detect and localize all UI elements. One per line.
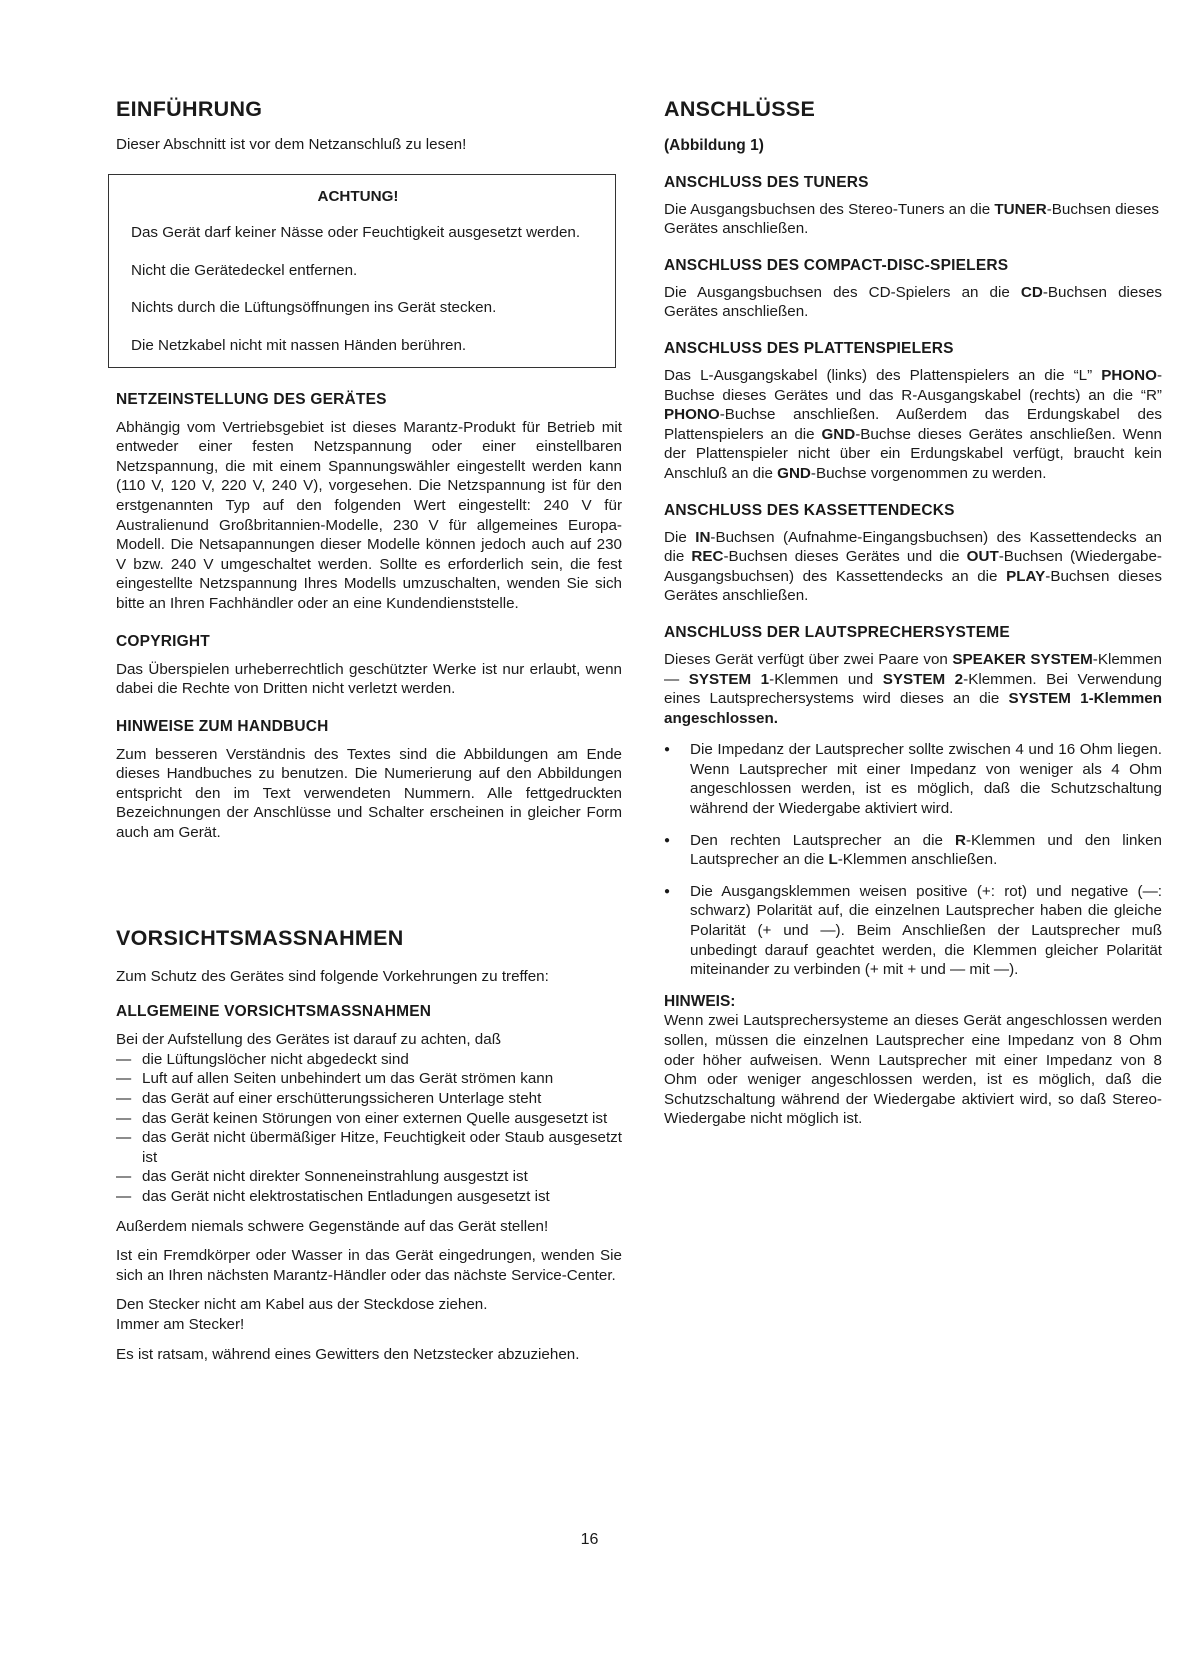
text: -Buchsen (Wiedergabe-Ausgangsbuchsen) des Kassettendecks an die: [664, 548, 1162, 585]
text: -Buchsen dieses Gerätes und die: [723, 548, 967, 566]
warning-item: Die Netzkabel nicht mit nassen Händen berühren.: [131, 336, 467, 354]
text: -Buchse anschließen. Außerdem das Erdungskabel des Plattenspielers an die: [664, 406, 1162, 443]
list-item: [664, 831, 1162, 870]
left-column: [116, 96, 622, 1364]
warning-item: Nicht die Gerätedeckel entfernen.: [131, 261, 358, 279]
text: -Buchse vorgenommen zu werden.: [810, 464, 1047, 482]
label-speaker-system: SPEAKER SYSTEM: [952, 650, 1093, 668]
section-tuner: [664, 173, 1162, 239]
text: -Klemmen und den linken Lautsprecher an die: [690, 831, 1162, 869]
list-item: ● Die Impedanz der Lautsprecher sollte zwischen 4 und 16 Ohm liegen. Wenn Lautsprecher mit einer Impedanz von weniger als 4 Ohm angeschlossen werden, ist es möglich, daß die Schutzschaltung während der Wiedergabe aktiviert wird.: [664, 740, 1162, 818]
section-cd: [664, 256, 1162, 322]
label-out: OUT: [966, 548, 999, 566]
warning-item: Nichts durch die Lüftungsöffnungen ins Gerät stecken.: [131, 299, 497, 317]
label-gnd: GND: [777, 464, 811, 482]
label-phono: PHONO: [664, 406, 720, 424]
heading-hinweis: HINWEIS:: [664, 992, 736, 1010]
heading-anschluesse: ANSCHLÜSSE: [664, 97, 816, 121]
text: -Klemmen. Bei Verwendung eines Lautsprechersystems wird dieses an die: [664, 670, 1162, 708]
vorsicht-p3b: Immer am Stecker!: [116, 1315, 245, 1333]
text: -Buchsen dieses Gerätes anschließen.: [664, 283, 1162, 321]
heading-netzeinstellung: NETZEINSTELLUNG DES GERÄTES: [116, 390, 387, 408]
section-netzeinstellung: [116, 390, 622, 614]
text: -Klemmen angeschlossen.: [664, 690, 1162, 727]
label-phono: PHONO: [1101, 366, 1157, 384]
vorsicht-lead: Bei der Aufstellung des Gerätes ist darauf zu achten, daß: [116, 1031, 501, 1049]
figure-reference: (Abbildung 1): [664, 137, 764, 154]
section-kassette: [664, 501, 1162, 606]
vorsicht-p2: Ist ein Fremdkörper oder Wasser in das Gerät eingedrungen, wenden Sie sich an Ihren nächsten Marantz-Händler oder das nächste Service-Center.: [116, 1247, 622, 1284]
text: -Buchsen dieses Gerätes anschließen.: [664, 200, 1160, 238]
label-tuner: TUNER: [994, 200, 1047, 218]
heading-kassette: ANSCHLUSS DES KASSETTENDECKS: [664, 501, 955, 519]
list-item: — das Gerät nicht direkter Sonneneinstrahlung ausgestzt ist: [116, 1167, 622, 1187]
text: Das L-Ausgangskabel (links) des Plattenspielers an die “L”: [664, 366, 1102, 384]
label-l: L: [828, 851, 838, 869]
netzeinstellung-text: Abhängig vom Vertriebsgebiet ist dieses Marantz-Produkt für Betrieb mit entweder einer festen Netzspannung oder einer einstellbaren Netzspannung, die mit einem Spannungswähler eingestellt werden kann (110 V, 120 V, 220 V, 240 V), vorgesehen. Die Netzspannung ist für den erstgenannten Typ auf den folgenden Wert eingestellt: 240 V für Australienund Großbritannien-Modelle, 230 V für allgemeines Europa-Modell. Die Netsapannungen dieser Modelle können jedoch auch auf 230 V bzw. 240 V umgeschaltet werden. Sollte es erforderlich sein, die fest eingestellte Netzspannung Ihres Modells umzuschalten, wenden Sie sich bitte an Ihren Fachhändler oder an eine Kundendienststelle.: [116, 418, 622, 612]
section-lautsprecher: [664, 623, 1162, 980]
label-system-1: SYSTEM 1: [1008, 690, 1089, 708]
heading-hinweise: HINWEISE ZUM HANDBUCH: [116, 717, 329, 735]
copyright-text: Das Überspielen urheberrechtlich geschützter Werke ist nur erlaubt, wenn dabei die Rechte von Dritten nicht verletzt werden.: [116, 660, 622, 698]
text: -Buchse dieses Gerätes und das R-Ausgangskabel (rechts) an die “R”: [664, 366, 1162, 404]
text: Den rechten Lautsprecher an die: [690, 831, 956, 849]
vorsicht-intro: Zum Schutz des Gerätes sind folgende Vorkehrungen zu treffen:: [116, 967, 549, 985]
label-rec: REC: [691, 548, 724, 566]
warning-item: Das Gerät darf keiner Nässe oder Feuchtigkeit ausgesetzt werden.: [131, 224, 581, 242]
text: -Buchsen (Aufnahme-Eingangsbuchsen) des Kassettendecks an die: [664, 528, 1163, 566]
vorsicht-list: [116, 1050, 622, 1207]
intro-text: Dieser Abschnitt ist vor dem Netzanschluß zu lesen!: [116, 136, 467, 153]
text: -Klemmen anschließen.: [837, 851, 998, 869]
label-gnd: GND: [821, 425, 856, 443]
text: -Buchsen dieses Gerätes anschließen.: [664, 567, 1162, 605]
heading-vorsicht: VORSICHTSMASSNAHMEN: [116, 925, 404, 950]
list-item: — das Gerät keinen Störungen von einer externen Quelle ausgesetzt ist: [116, 1109, 622, 1129]
hinweise-text: Zum besseren Verständnis des Textes sind die Abbildungen am Ende dieses Handbuches zu benutzen. Die Numerierung auf den Abbildungen entspricht den im Text verwendeten Nummern. Alle fettgedruckten Bezeichnungen der Anschlüsse und Schalter erscheinen in gleicher Form auch am Gerät.: [116, 745, 622, 842]
vorsicht-p1: Außerdem niemals schwere Gegenstände auf das Gerät stellen!: [116, 1217, 549, 1235]
heading-allgemeine: ALLGEMEINE VORSICHTSMASSNAHMEN: [116, 1003, 432, 1021]
section-vorsicht: [116, 925, 622, 1365]
warning-box: [108, 174, 616, 368]
hinweis-text: Wenn zwei Lautsprechersysteme an dieses Gerät angeschlossen werden sollen, müssen die einzelnen Lautsprecher eine Impedanz von 8 Ohm oder höher aufweisen. Wenn Lautsprecher mit einer Impedanz von 8 Ohm oder weniger angeschlossen werden, ist es möglich, daß die Schutzschaltung während der Wiedergabe aktiviert wird, so daß Stereo-Wiedergabe nicht möglich ist.: [664, 1012, 1162, 1128]
warning-title: ACHTUNG!: [317, 187, 399, 205]
section-hinweise: [116, 717, 622, 843]
heading-einfuehrung: EINFÜHRUNG: [116, 97, 263, 121]
list-item: — das Gerät nicht übermäßiger Hitze, Feuchtigkeit oder Staub ausgesetzt ist: [116, 1128, 622, 1167]
text: Dieses Gerät verfügt über zwei Paare von: [664, 650, 953, 668]
label-in: IN: [695, 528, 711, 546]
heading-copyright: COPYRIGHT: [116, 632, 210, 650]
heading-lautsprecher: ANSCHLUSS DER LAUTSPRECHERSYSTEME: [664, 623, 1010, 641]
list-item: — die Lüftungslöcher nicht abgedeckt sind: [116, 1050, 622, 1070]
speaker-notes: [664, 740, 1162, 980]
text: Die: [664, 528, 696, 546]
vorsicht-p4: Es ist ratsam, während eines Gewitters den Netzstecker abzuziehen.: [116, 1345, 580, 1363]
text: Die Ausgangsbuchsen des CD-Spielers an die: [664, 283, 1021, 301]
right-column: [664, 96, 1162, 1129]
heading-tuner: ANSCHLUSS DES TUNERS: [664, 173, 869, 191]
list-item: — das Gerät nicht elektrostatischen Entladungen ausgesetzt ist: [116, 1187, 622, 1207]
list-item: ● Die Ausgangsklemmen weisen positive (+: rot) und negative (—: schwarz) Polarität auf, die einzelnen Lautsprecher haben die gleiche Polarität (+ und —). Beim Anschließen der Lautsprecher muß unbedingt darauf geachtet werden, die Klemmen gleicher Polarität miteinander zu verbinden (+ mit + und — mit —).: [664, 882, 1162, 980]
label-r: R: [955, 831, 966, 849]
list-item: — Luft auf allen Seiten unbehindert um das Gerät strömen kann: [116, 1069, 622, 1089]
list-item: — das Gerät auf einer erschütterungssicheren Unterlage steht: [116, 1089, 622, 1109]
heading-cd: ANSCHLUSS DES COMPACT-DISC-SPIELERS: [664, 256, 1009, 274]
page-number: 16: [580, 1531, 599, 1548]
label-system-2: SYSTEM 2: [882, 670, 964, 688]
vorsicht-p3a: Den Stecker nicht am Kabel aus der Steckdose ziehen.: [116, 1296, 488, 1314]
section-hinweis: [664, 992, 1162, 1129]
text: -Klemmen —: [664, 650, 1162, 688]
section-phono: [664, 339, 1162, 484]
text: -Klemmen und: [769, 670, 883, 688]
section-copyright: [116, 632, 622, 699]
label-play: PLAY: [1006, 567, 1046, 585]
heading-phono: ANSCHLUSS DES PLATTENSPIELERS: [664, 339, 954, 357]
text: Die Ausgangsbuchsen des Stereo-Tuners an die: [664, 200, 995, 218]
label-cd: CD: [1020, 283, 1043, 301]
label-system-1: SYSTEM 1: [688, 670, 770, 688]
text: -Buchse dieses Gerätes anschließen. Wenn der Plattenspieler nicht über ein Erdungskabel verfügt, braucht kein Anschluß an die: [664, 425, 1162, 482]
